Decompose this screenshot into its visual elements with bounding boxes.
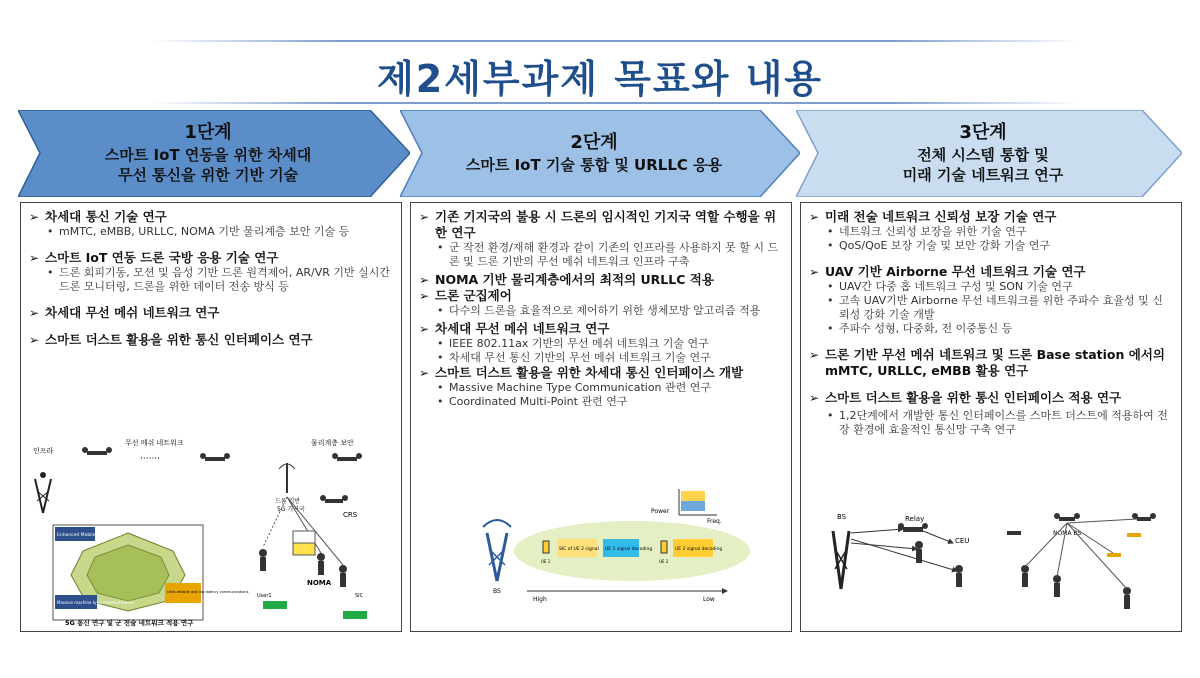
bullet-sub: • UAV간 다중 홉 네트워크 구성 및 SON 기술 연구 (809, 280, 1171, 294)
ceu-label: CEU (955, 537, 970, 545)
sic-box: SIC of UE 2 signal (559, 547, 599, 552)
stage-2-bullets (419, 209, 781, 409)
ue1-label: UE 1 (541, 559, 551, 564)
embb-box: Enhanced Mobile Broadband (57, 533, 122, 538)
security-label: 물리계층 보안 (311, 439, 354, 447)
dots-label: ······· (140, 454, 161, 464)
stage-3-line2: 미래 기술 네트워크 연구 (902, 165, 1064, 184)
bullet-heading: ➢ 차세대 무선 메쉬 네트워크 연구 (29, 305, 391, 321)
stage-1-header (18, 110, 410, 197)
bullet-sub: • 군 작전 환경/재해 환경과 같이 기존의 인프라를 사용하지 못 할 시 드론 및 드론 기반의 무선 메쉬 네트워크 인프라 구축 (419, 241, 781, 269)
drone-icons (82, 447, 362, 503)
bullet-heading: ➢ 스마트 더스트 활용을 위한 차세대 통신 인터페이스 개발 (419, 365, 781, 381)
stage-3-number: 3단계 (959, 121, 1007, 143)
crs-label: CRS (343, 511, 358, 519)
stage-1-number: 1단계 (184, 121, 232, 143)
user1-label: User1 (257, 593, 272, 599)
bullet-heading: ➢ 스마트 더스트 활용을 위한 통신 인터페이스 연구 (29, 332, 391, 348)
stage-1-diagram (25, 435, 397, 627)
stage-3-diagram (807, 509, 1175, 625)
bullet-sub: • QoS/QoE 보장 기술 및 보안 강화 기술 연구 (809, 239, 1171, 253)
mesh-label: 무선 메쉬 네트워크 (125, 439, 184, 447)
relay-label: Relay (905, 515, 925, 523)
bullet-sub: • Coordinated Multi-Point 관련 연구 (419, 395, 781, 409)
mmtc-box: Massive machine type communication (57, 600, 134, 605)
stage-1-panel (20, 202, 402, 632)
stage-3-header (796, 110, 1182, 197)
stage-2-line1: 스마트 IoT 기술 통합 및 URLLC 응용 (465, 155, 723, 174)
bullet-heading: ➢ NOMA 기반 물리계층에서의 최적의 URLLC 적용 (419, 272, 781, 288)
bullet-heading: ➢ 드론 기반 무선 메쉬 네트워크 및 드론 Base station 에서의 mMTC, URLLC, eMBB 활용 연구 (809, 347, 1171, 379)
bullet-heading: ➢ 스마트 더스트 활용을 위한 통신 인터페이스 적용 연구 (809, 390, 1171, 406)
bullet-sub: • 네트워크 신뢰성 보장을 위한 기술 연구 (809, 225, 1171, 239)
stage-2-header (400, 110, 800, 197)
stage-2-diagram (417, 485, 785, 615)
high-label: High (533, 596, 547, 603)
ground-label-1: 드론 기반 (275, 498, 301, 505)
bullet-heading: ➢ 드론 군집제어 (419, 288, 781, 304)
stage-3-panel (800, 202, 1182, 632)
bs-label: BS (493, 588, 501, 595)
bullet-sub: • 주파수 성형, 다중화, 전 이중통신 등 (809, 322, 1171, 336)
title-divider (150, 102, 1080, 104)
top-divider (150, 40, 1080, 42)
bullet-heading: ➢ 차세대 통신 기술 연구 (29, 209, 391, 225)
bullet-heading: ➢ 스마트 IoT 연동 드론 국방 응용 기술 연구 (29, 250, 391, 266)
soldier-icons (915, 541, 1131, 609)
bullet-sub: • 차세대 무선 통신 기반의 무선 메쉬 네트워크 기술 연구 (419, 351, 781, 365)
ue1-box: UE 1 signal decoding (605, 547, 653, 552)
stage-3-line1: 전체 시스템 통합 및 (917, 145, 1049, 164)
figure-caption: 5G 통신 연구 및 군 전술 네트워크 적용 연구 (65, 619, 194, 627)
bullet-sub: • IEEE 802.11ax 기반의 무선 메쉬 네트워크 기술 연구 (419, 337, 781, 351)
urllc-box: Ultra-reliable and low latency communications (167, 590, 249, 594)
bullet-sub: • 고속 UAV기반 Airborne 무선 네트워크를 위한 주파수 효율성 및 신뢰성 강화 기술 개발 (809, 294, 1171, 322)
stage-2-number: 2단계 (570, 131, 618, 153)
bullet-heading: ➢ UAV 기반 Airborne 무선 네트워크 기술 연구 (809, 264, 1171, 280)
bullet-sub: • 다수의 드론을 효율적으로 제어하기 위한 생체모방 알고리즘 적용 (419, 304, 781, 318)
sic-label: SIC (355, 593, 364, 599)
cell-tower-icon (35, 472, 51, 513)
noma-bs-label: NOMA BS (1053, 530, 1082, 537)
ground-label-2: 5G 기지국 (277, 506, 305, 513)
ue2-box: UE 2 signal decoding (675, 547, 723, 552)
bullet-sub: • 드론 회피기동, 모션 및 음성 기반 드론 원격제어, AR/VR 기반 실시간 드론 모니터링, 드론을 위한 데이터 전송 방식 등 (29, 266, 391, 294)
bullet-sub: • 1,2단계에서 개발한 통신 인터페이스를 스마트 더스트에 적용하여 전장 환경에 효율적인 통신망 구축 연구 (809, 409, 1171, 437)
bullet-heading: ➢ 차세대 무선 메쉬 네트워크 연구 (419, 321, 781, 337)
infra-label: 인프라 (33, 447, 54, 455)
stage-2-panel (410, 202, 792, 632)
bullet-heading: ➢ 기존 기지국의 불용 시 드론의 임시적인 기지국 역할 수행을 위한 연구 (419, 209, 781, 241)
power-label: Power (651, 508, 670, 515)
bullet-heading: ➢ 미래 전술 네트워크 신뢰성 보장 기술 연구 (809, 209, 1171, 225)
bs-tower-icon (483, 520, 511, 581)
stage-1-line1: 스마트 IoT 연동을 위한 차세대 (104, 145, 312, 164)
page-title: 제2세부과제 목표와 내용 (377, 57, 823, 101)
stage-3-bullets (809, 209, 1171, 437)
noma-label: NOMA (307, 579, 332, 587)
low-label: Low (703, 596, 715, 603)
freq-label: Freq. (707, 518, 722, 525)
ue2-label: UE 2 (659, 559, 669, 564)
stage-1-line2: 무선 통신을 위한 기반 기술 (117, 165, 299, 184)
stage-1-bullets (29, 209, 391, 348)
bullet-sub: • mMTC, eMBB, URLLC, NOMA 기반 물리계층 보안 기술 등 (29, 225, 391, 239)
bs-label: BS (837, 513, 847, 521)
bullet-sub: • Massive Machine Type Communication 관련 연구 (419, 381, 781, 395)
bs-tower-icon (833, 531, 849, 589)
ground-station-icon (279, 463, 295, 493)
